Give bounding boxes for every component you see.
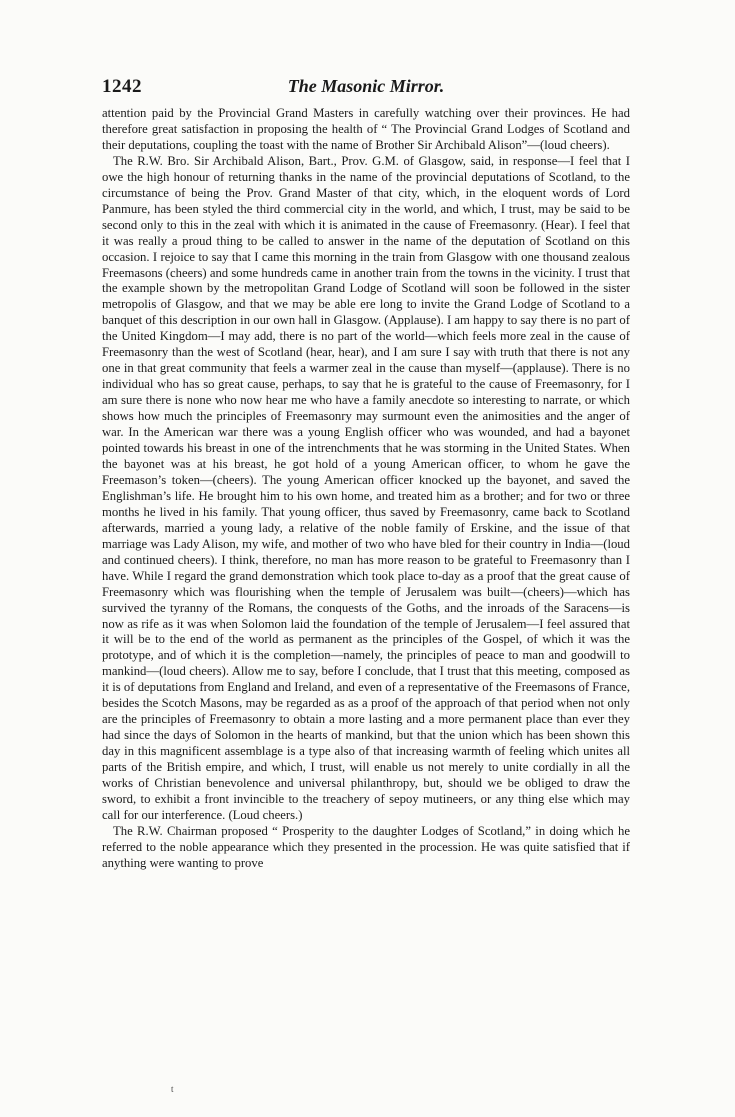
paragraph: The R.W. Chairman proposed “ Prosperity to the daughter Lodges of Scotland,” in doing which he referred to the noble appearance which they presented in the procession. He was quite satisfied that if anything were wanting to prove bbox=[102, 823, 630, 870]
paragraph: attention paid by the Provincial Grand Masters in carefully watching over their provinces. He had therefore great satisfaction in proposing the health of “ The Provincial Grand Lodges of Scotland and their deputations, coupling the toast with the name of Brother Sir Archibald Alison”—(loud cheers). bbox=[102, 106, 630, 152]
page-header bbox=[102, 76, 630, 102]
page-number: 1242 bbox=[102, 76, 142, 97]
article-body bbox=[102, 106, 630, 872]
paragraph: The R.W. Bro. Sir Archibald Alison, Bart., Prov. G.M. of Glasgow, said, in response—I feel that I owe the high honour of returning thanks in the name of the provincial deputations of Scotland, to the circumstance of being the Prov. Grand Master of that city, which, in the eloquent words of Lord Panmure, has been styled the third commercial city in the world, and which, I trust, may be said to be second only to this in the zeal with which it is animated in the cause of Freemasonry. (Hear). I feel that it was really a proud thing to be called to answer in the name of the deputation of Scotland on this occasion. I rejoice to say that I came this morning in the train from Glasgow with one thousand zealous Freemasons (cheers) and some hundreds came in another train from the towns in the vicinity. I trust that the example shown by the metropolitan Grand Lodge of Scotland will soon be followed in the sister metropolis of Glasgow, and that we may be able ere long to invite the Grand Lodge of Scotland to a banquet of this description in our own hall in Glasgow. (Applause). I am happy to say there is no part of the United Kingdom—I may add, there is no part of the world—which feels more zeal in the cause of Freemasonry than the west of Scotland (hear, hear), and I am sure I say with truth that there is not any one in that great community that feels a warmer zeal in the cause than myself—(applause). There is no individual who has so great cause, perhaps, to say that he is grateful to the cause of Freemasonry, for I am sure there is none who now hear me who have a family anecdote so interesting to narrate, or which shows how much the principles of Freemasonry may surmount even the animosities and the anger of war. In the American war there was a young English officer who was wounded, and had a bayonet pointed towards his breast in one of the intrenchments that he was storming in the United States. When the bayonet was at his breast, he got hold of a young American officer, to whom he gave the Freemason’s token—(cheers). The young American officer knocked up the bayonet, and saved the Englishman’s life. He brought him to his own home, and treated him as a brother; and for two or three months he lived in his family. That young officer, thus saved by Freemasonry, came back to Scotland afterwards, married a young lady, a relative of the noble family of Erskine, and the issue of that marriage was Lady Alison, my wife, and mother of two who have bled for their country in India—(loud and continued cheers). I think, therefore, no man has more reason to be grateful to Freemasonry than I have. While I regard the grand demonstration which took place to-day as a proof that the great cause of Freemasonry which was flourishing when the temple of Jerusalem was built—(cheers)—which has survived the tyranny of the Romans, the conquests of the Goths, and the inroads of the Saracens—is now as rife as it was when Solomon laid the foundation of the temple of Jerusalem—I feel assured that it will be to the end of the world as permanent as the principles of the Gospel, of which it was the prototype, and of which it is the completion—namely, the principles of peace to man and goodwill to mankind—(loud cheers). Allow me to say, before I conclude, that I trust that this meeting, composed as it is of deputations from England and Ireland, and even of a representative of the Freemasons of France, besides the Scotch Masons, may be regarded as as a proof of the approach of that period when not only are the principles of Freemasonry to obtain a more lasting and a more permanent place than ever they had since the days of Solomon in the hearts of mankind, but that the union which has been shown this day in this magnificent assemblage is a type also of that increasing warmth of feeling which unites all parts of the British empire, and which, I trust, will enable us not merely to unite cordially in all the works of Christian benevolence and universal philanthropy, but, should we be obliged to draw the sword, to exhibit a front invincible to the treachery of sepoy mutineers, or any thing else which may call for our interference. (Loud cheers.) bbox=[102, 153, 630, 822]
footer-mark: t bbox=[171, 1084, 174, 1094]
page bbox=[102, 76, 630, 872]
running-title: The Masonic Mirror. bbox=[287, 76, 445, 96]
